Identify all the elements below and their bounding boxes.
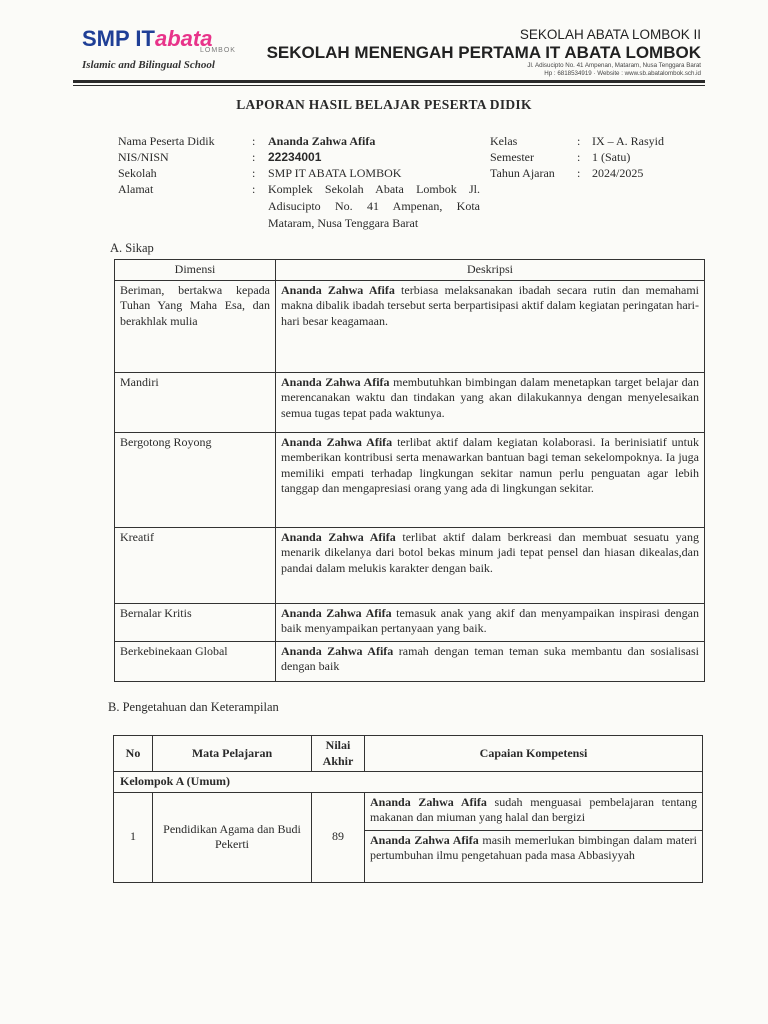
description-cell	[276, 280, 705, 372]
dimension-text: Mandiri	[120, 374, 159, 389]
section-b-title: B. Pengetahuan dan Keterampilan	[108, 700, 279, 714]
dimension-text: Beriman, bertakwa kepada Tuhan Yang Maha Esa, dan berakhlak mulia	[120, 282, 270, 328]
year-colon: :	[577, 166, 581, 180]
subject-score: 89	[312, 792, 365, 882]
school-line: SEKOLAH ABATA LOMBOK II	[519, 27, 701, 42]
nis-colon: :	[252, 150, 256, 164]
student-name: Ananda Zahwa Afifa	[281, 643, 394, 658]
description-cell	[276, 603, 705, 641]
dimension-cell	[115, 280, 276, 372]
col-score: Nilai Akhir	[312, 736, 365, 772]
group-label: Kelompok A (Umum)	[114, 772, 703, 793]
description-text: terlibat aktif dalam berkreasi dan membuat sesuatu yang menarik dikelanya dari botol bekas minum jadi tepat pensel dan hiasan dikealas,dan pandai dalam melukis karakter dengan baik.	[281, 529, 699, 575]
description-text: ramah dengan teman teman suka membantu dan sosialisasi dengan baik	[281, 643, 699, 673]
name-value: Ananda Zahwa Afifa	[268, 134, 376, 148]
class-label: Kelas	[490, 134, 518, 148]
description-cell	[276, 641, 705, 681]
name-label: Nama Peserta Didik	[118, 134, 215, 148]
dimension-text: Bergotong Royong	[120, 434, 212, 449]
school-value: SMP IT ABATA LOMBOK	[268, 166, 402, 180]
class-value: IX – A. Rasyid	[592, 134, 664, 148]
dimension-text: Kreatif	[120, 529, 154, 544]
competency-cell	[365, 792, 703, 830]
table-row	[115, 527, 705, 603]
semester-label: Semester	[490, 150, 534, 164]
logo-subtitle: LOMBOK	[200, 47, 236, 54]
competency-text: sudah menguasai pembelajaran tentang makanan dan miuman yang halal dan bergizi	[370, 794, 697, 824]
dimension-cell	[115, 641, 276, 681]
logo-brand: abata	[154, 26, 213, 51]
header-rule-thin	[73, 85, 705, 86]
attitude-table	[114, 259, 705, 682]
header-rule-thick	[73, 80, 705, 83]
col-subject: Mata Pelajaran	[153, 736, 312, 772]
class-colon: :	[577, 134, 581, 148]
description-cell	[276, 527, 705, 603]
logo-tagline: Islamic and Bilingual School	[82, 59, 215, 71]
year-value: 2024/2025	[592, 166, 644, 180]
dimension-text: Bernalar Kritis	[120, 605, 192, 620]
address-value: Komplek Sekolah Abata Lombok Jl. Adisucipto No. 41 Ampenan, Kota Mataram, Nusa Tenggara Barat	[268, 182, 480, 230]
dimension-cell	[115, 432, 276, 527]
table-row	[114, 792, 703, 830]
dimension-cell	[115, 372, 276, 432]
dimension-text: Berkebinekaan Global	[120, 643, 228, 658]
year-label: Tahun Ajaran	[490, 166, 555, 180]
group-row	[114, 772, 703, 793]
student-name: Ananda Zahwa Afifa	[281, 605, 392, 620]
nis-label: NIS/NISN	[118, 150, 169, 164]
table-row	[115, 603, 705, 641]
student-name: Ananda Zahwa Afifa	[281, 434, 393, 449]
address-colon: :	[252, 182, 256, 196]
logo-prefix: SMP IT	[82, 26, 155, 51]
section-a-title: A. Sikap	[110, 241, 154, 255]
nis-value: 22234001	[268, 150, 322, 164]
name-colon: :	[252, 134, 256, 148]
student-name: Ananda Zahwa Afifa	[281, 529, 396, 544]
col-no: No	[114, 736, 153, 772]
table-header-row	[114, 736, 703, 772]
student-name: Ananda Zahwa Afifa	[281, 282, 395, 297]
student-name: Ananda Zahwa Afifa	[370, 832, 479, 847]
dimension-cell	[115, 527, 276, 603]
address-label: Alamat	[118, 182, 154, 196]
school-label: Sekolah	[118, 166, 157, 180]
competency-text: masih memerlukan bimbingan dalam materi pertumbuhan ilmu pengetahuan pada masa Abbasiyyah	[370, 832, 697, 862]
table-row	[115, 372, 705, 432]
competency-cell	[365, 830, 703, 882]
col-competency: Capaian Kompetensi	[365, 736, 703, 772]
col-dimension: Dimensi	[115, 260, 276, 281]
description-text: membutuhkan bimbingan dalam menetapkan target belajar dan merencanakan waktu dan tindakan yang akan dilakukannya dengan menyelesaikan semua tugas tepat pada waktunya.	[281, 374, 699, 420]
description-cell	[276, 372, 705, 432]
table-row	[115, 280, 705, 372]
dimension-cell	[115, 603, 276, 641]
table-row	[115, 641, 705, 681]
semester-colon: :	[577, 150, 581, 164]
school-logo	[82, 26, 212, 52]
col-description: Deskripsi	[276, 260, 705, 281]
table-row	[115, 432, 705, 527]
school-address: Jl. Adisucipto No. 41 Ampenan, Mataram, Nusa Tenggara Barat	[527, 62, 701, 69]
description-text: terbiasa melaksanakan ibadah secara rutin dan memahami makna dibalik ibadah tersebut serta berpartisipasi aktif dalam kegiatan peringatan hari-hari besar keagamaan.	[281, 282, 699, 328]
report-title: LAPORAN HASIL BELAJAR PESERTA DIDIK	[236, 97, 532, 112]
student-name: Ananda Zahwa Afifa	[281, 374, 390, 389]
knowledge-skills-table	[113, 735, 703, 883]
subject-name: Pendidikan Agama dan Budi Pekerti	[153, 792, 312, 882]
description-cell	[276, 432, 705, 527]
school-contact: Hp : 6818534919 · Website : www.sb.abatalombok.sch.id	[544, 70, 701, 77]
school-colon: :	[252, 166, 256, 180]
student-name: Ananda Zahwa Afifa	[370, 794, 487, 809]
table-header-row	[115, 260, 705, 281]
subject-no: 1	[114, 792, 153, 882]
semester-value: 1 (Satu)	[592, 150, 631, 164]
description-text: temasuk anak yang akif dan menyampaikan inspirasi dengan baik menyampaikan pertanyaan yang baik.	[281, 605, 699, 635]
school-name: SEKOLAH MENENGAH PERTAMA IT ABATA LOMBOK	[266, 43, 701, 62]
description-text: terlibat aktif dalam kegiatan kolaborasi. Ia berinisiatif untuk memberikan kontribusi serta menawarkan bantuan bagi teman sekelompoknya. Ia juga memiliki empati terhadap lingkungan sekitar namun perlu penguatan agar lebih tanggap dan mengapresiasi orang yang ada di lingkungan sekitar.	[281, 434, 699, 495]
